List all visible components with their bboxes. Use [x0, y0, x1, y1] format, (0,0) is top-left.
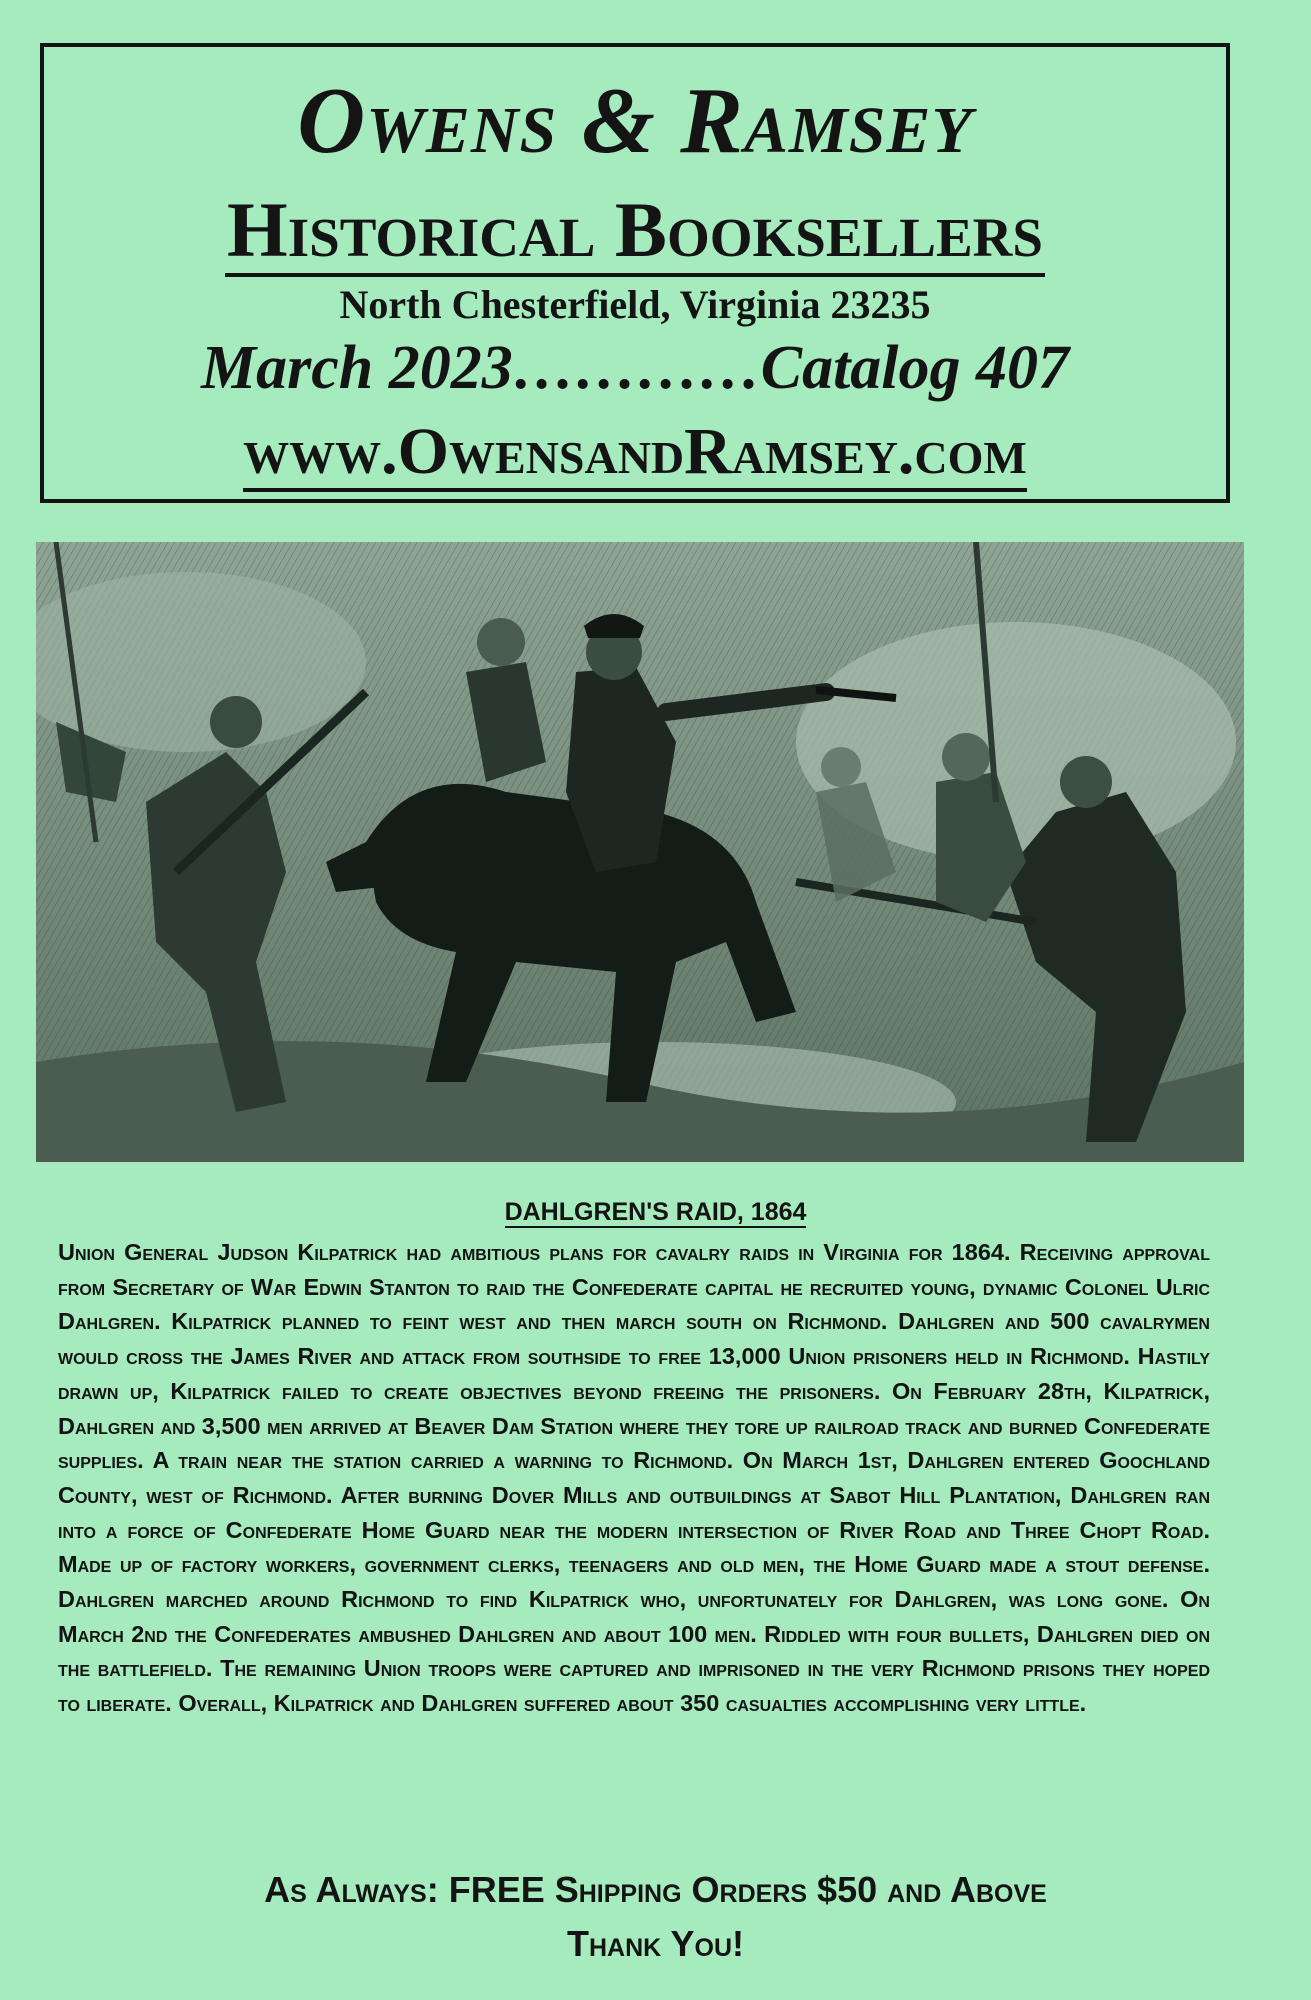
- store-address: North Chesterfield, Virginia 23235: [339, 282, 931, 327]
- store-subtitle: Historical Booksellers: [225, 186, 1045, 277]
- masthead-box: [40, 43, 1230, 503]
- shipping-offer: As Always: FREE Shipping Orders $50 and Above: [264, 1869, 1047, 1910]
- article-title: DAHLGREN'S RAID, 1864: [504, 1198, 807, 1226]
- store-name: Owens & Ramsey: [297, 69, 973, 173]
- thank-you-note: Thank You!: [566, 1923, 745, 1964]
- cavalry-charge-engraving-icon: [36, 542, 1244, 1162]
- website-link[interactable]: www.OwensandRamsey.com: [243, 415, 1027, 492]
- article-body: Union General Judson Kilpatrick had ambitious plans for cavalry raids in Virginia for 1864. Receiving approval from Secretary of War Edwin Stanton to raid the Confederate capital he recruited young, dynamic Colonel Ulric Dahlgren. Kilpatrick planned to feint west and then march south on Richmond. Dahlgren and 500 cavalrymen would cross the James River and attack from southside to free 13,000 Union prisoners held in Richmond. Hastily drawn up, Kilpatrick failed to create objectives beyond freeing the prisoners. On February 28th, Kilpatrick, Dahlgren and 3,500 men arrived at Beaver Dam Station where they tore up railroad track and burned Confederate supplies. A train near the station carried a warning to Richmond. On March 1st, Dahlgren entered Goochland County, west of Richmond. After burning Dover Mills and outbuildings at Sabot Hill Plantation, Dahlgren ran into a force of Confederate Home Guard near the modern intersection of River Road and Three Chopt Road. Made up of factory workers, government clerks, teenagers and old men, the Home Guard made a stout defense. Dahlgren marched around Richmond to find Kilpatrick who, unfortunately for Dahlgren, was long gone. On March 2nd the Confederates ambushed Dahlgren and about 100 men. Riddled with four bullets, Dahlgren died on the battlefield. The remaining Union troops were captured and imprisoned in the very Richmond prisons they hoped to liberate. Overall, Kilpatrick and Dahlgren suffered about 350 casualties accomplishing very little.: [58, 1239, 1211, 1717]
- catalog-date-line: March 2023…………Catalog 407: [200, 334, 1070, 402]
